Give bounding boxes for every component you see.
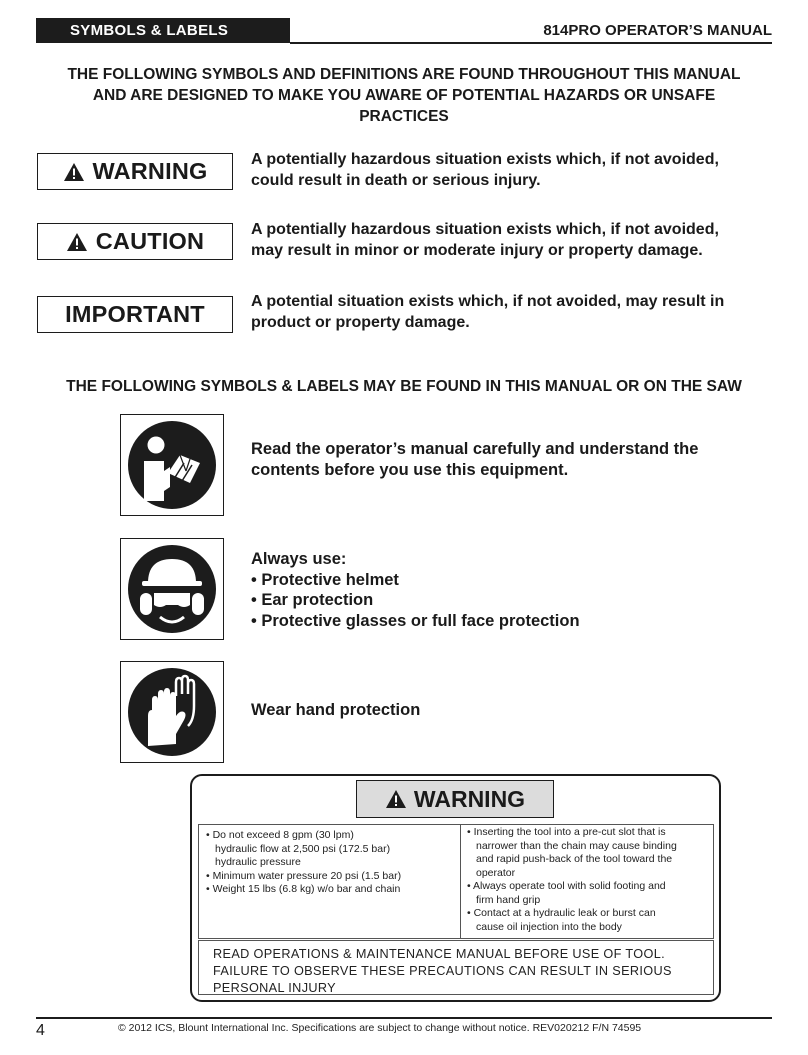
intro-line: THE FOLLOWING SYMBOLS AND DEFINITIONS ARE FOUND THROUGHOUT THIS MANUAL [67, 66, 741, 83]
head-protection-symbol [120, 538, 224, 640]
warning-label-divider [460, 824, 461, 939]
section-tab: SYMBOLS & LABELS [36, 18, 290, 43]
head-protection-text [251, 549, 771, 631]
header-rule [290, 42, 772, 44]
intro-heading [30, 64, 778, 127]
intro-line: PRACTICES [359, 108, 449, 125]
important-signal-label: IMPORTANT [65, 301, 205, 327]
definition-line: may result in minor or moderate injury or property damage. [251, 242, 703, 259]
label-footer-line: READ OPERATIONS & MAINTENANCE MANUAL BEFORE USE OF TOOL. [213, 947, 665, 961]
definition-line: product or property damage. [251, 314, 470, 331]
glove-icon [126, 666, 218, 758]
label-footer-line: FAILURE TO OBSERVE THESE PRECAUTIONS CAN RESULT IN SERIOUS [213, 964, 672, 978]
symbol-text-line: Read the operator’s manual carefully and understand the [251, 440, 699, 458]
symbol-text-line: contents before you use this equipment. [251, 460, 569, 479]
warning-label-footer [213, 946, 713, 997]
label-line: • Weight 15 lbs (6.8 kg) w/o bar and chain [206, 883, 401, 895]
label-line: hydraulic flow at 2,500 psi (172.5 bar) [215, 842, 391, 855]
symbol-text-line: • Protective helmet [251, 570, 399, 589]
hazard-triangle-icon [63, 162, 85, 182]
caution-signal-label: CAUTION [95, 228, 205, 254]
symbol-text-line: Always use: [251, 550, 347, 568]
warning-label-title: WARNING [413, 785, 526, 812]
warning-label-banner [356, 780, 554, 818]
symbol-text-line: • Protective glasses or full face protection [251, 611, 580, 630]
symbols-section-heading: THE FOLLOWING SYMBOLS & LABELS MAY BE FOUND IN THIS MANUAL OR ON THE SAW [66, 378, 742, 395]
warning-definition [251, 149, 771, 191]
hazard-triangle-icon [66, 232, 88, 252]
label-line: • Minimum water pressure 20 psi (1.5 bar) [206, 869, 402, 882]
read-manual-symbol [120, 414, 224, 516]
warning-signal-box [37, 153, 233, 190]
hazard-triangle-icon [385, 789, 407, 809]
important-definition [251, 291, 771, 333]
caution-definition [251, 219, 771, 261]
label-line: operator [476, 866, 516, 879]
warning-label-right-column [467, 826, 712, 934]
label-footer-line: PERSONAL INJURY [213, 981, 336, 995]
important-signal-box [37, 296, 233, 333]
label-line: and rapid push-back of the tool toward the [476, 853, 673, 865]
hand-protection-symbol [120, 661, 224, 763]
label-line: • Inserting the tool into a pre-cut slot that is [467, 826, 666, 838]
definition-line: A potentially hazardous situation exists which, if not avoided, [251, 151, 719, 168]
definition-line: could result in death or serious injury. [251, 172, 541, 189]
label-line: • Do not exceed 8 gpm (30 lpm) [206, 829, 354, 841]
label-line: • Contact at a hydraulic leak or burst can [467, 907, 656, 919]
read-manual-icon [126, 419, 218, 511]
label-line: firm hand grip [476, 893, 541, 906]
symbol-text-line: Wear hand protection [251, 701, 421, 719]
label-line: narrower than the chain may cause binding [476, 839, 677, 852]
definition-line: A potentially hazardous situation exists which, if not avoided, [251, 221, 719, 238]
label-line: • Always operate tool with solid footing and [467, 880, 666, 892]
footer-rule [36, 1017, 772, 1019]
head-protection-icon [126, 543, 218, 635]
label-line: hydraulic pressure [215, 856, 301, 868]
warning-label-left-column [206, 829, 456, 897]
manual-title: 814PRO OPERATOR’S MANUAL [543, 22, 772, 39]
warning-signal-label: WARNING [92, 158, 208, 184]
caution-signal-box [37, 223, 233, 260]
read-manual-text [251, 439, 771, 480]
intro-line: AND ARE DESIGNED TO MAKE YOU AWARE OF POTENTIAL HAZARDS OR UNSAFE [92, 87, 716, 104]
label-line: cause oil injection into the body [476, 920, 622, 933]
copyright-notice: © 2012 ICS, Blount International Inc. Specifications are subject to change without notice. REV020212 F/N 74595 [118, 1022, 642, 1034]
symbol-text-line: • Ear protection [251, 591, 374, 609]
hand-protection-text [251, 700, 771, 721]
page-number: 4 [36, 1022, 45, 1039]
definition-line: A potential situation exists which, if not avoided, may result in [251, 293, 725, 310]
